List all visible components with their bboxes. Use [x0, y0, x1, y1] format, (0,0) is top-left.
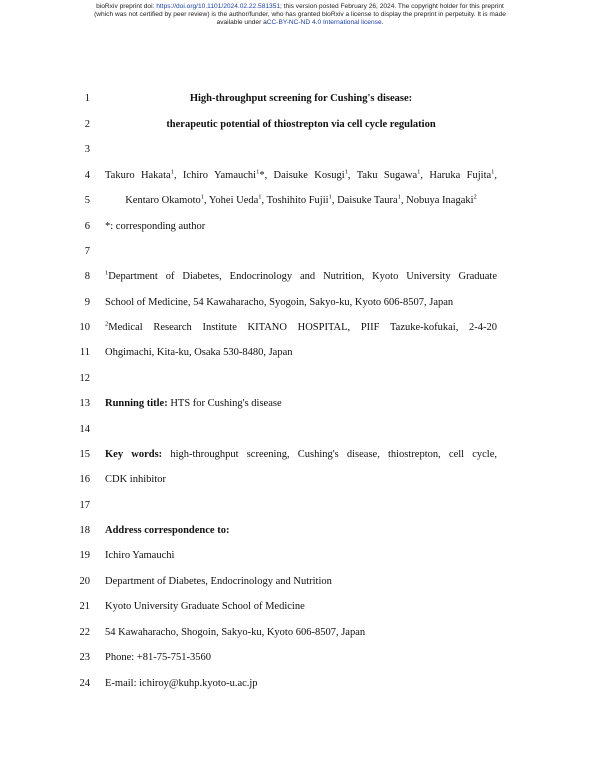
line-number: 3 [84, 144, 90, 155]
line-number: 13 [79, 398, 90, 409]
affiliation-1-line-2: School of Medicine, 54 Kawaharacho, Syogoin, Sakyo-ku, Kyoto 606-8507, Japan [105, 297, 454, 308]
line-number: 19 [79, 550, 90, 561]
line-number: 6 [84, 221, 90, 232]
line-number: 10 [79, 322, 90, 333]
preprint-header [0, 3, 600, 27]
line-number: 2 [84, 119, 90, 130]
author-line-1: Takuro Hakata$^1$, Ichiro Yamauchi$^1$*, Daisuke Kosugi$^1$, Taku Sugawa$^1$, Haruka Fujita$^1$, [105, 168, 498, 181]
line-number: 15 [79, 449, 90, 460]
line-number: 23 [79, 652, 90, 663]
header-line-3: available under aCC-BY-NC-ND 4.0 International license. [216, 19, 384, 26]
line-number: 20 [79, 576, 90, 587]
paper-title-line-1: High-throughput screening for Cushing's disease: [189, 93, 413, 104]
address-heading: Address correspondence to: [105, 525, 230, 536]
paper-title-line-2: therapeutic potential of thiostrepton via cell cycle regulation [166, 119, 436, 130]
address-phone: Phone: +81-75-751-3560 [105, 652, 211, 663]
affiliation-1-line-1: $^1$Department of Diabetes, Endocrinology and Nutrition, Kyoto University Graduate [105, 269, 497, 282]
line-number: 5 [84, 195, 90, 206]
line-number: 14 [79, 424, 90, 435]
header-line-2: (which was not certified by peer review) is the author/funder, who has granted bioRxiv a license to display the preprint in perpetuity. It is made [94, 11, 506, 18]
line-number: 7 [84, 246, 90, 257]
line-number: 16 [79, 474, 90, 485]
line-number: 11 [79, 347, 90, 358]
affiliation-2-line-2: Ohgimachi, Kita-ku, Osaka 530-8480, Japan [105, 347, 293, 358]
address-department: Department of Diabetes, Endocrinology and Nutrition [105, 576, 332, 587]
line-number: 22 [79, 627, 90, 638]
line-number: 4 [84, 170, 90, 181]
address-school: Kyoto University Graduate School of Medicine [105, 601, 305, 612]
author-line-2: Kentaro Okamoto$^1$, Yohei Ueda$^1$, Toshihito Fujii$^1$, Daisuke Taura$^1$, Nobuya Inagaki$^2$ [125, 193, 477, 206]
line-number: 17 [79, 500, 90, 511]
line-number: 18 [79, 525, 90, 536]
address-street: 54 Kawaharacho, Shogoin, Sakyo-ku, Kyoto 606-8507, Japan [105, 627, 366, 638]
running-title: Running title: HTS for Cushing's disease [105, 398, 282, 409]
keywords-line-2: CDK inhibitor [105, 474, 166, 485]
line-number: 9 [84, 297, 90, 308]
line-number: 24 [79, 678, 90, 689]
affiliation-2-line-1: $^2$Medical Research Institute KITANO HOSPITAL, PIIF Tazuke-kofukai, 2-4-20 [105, 320, 497, 333]
address-name: Ichiro Yamauchi [105, 550, 175, 561]
doi-link[interactable]: https://doi.org/10.1101/2024.02.22.581351 [156, 3, 281, 10]
header-line-1: bioRxiv preprint doi: https://doi.org/10.1101/2024.02.22.581351; this version posted February 26, 2024. The copyright holder for this preprint [96, 3, 504, 10]
line-number: 8 [84, 271, 90, 282]
corresponding-note: *: corresponding author [105, 221, 206, 232]
line-number: 21 [79, 601, 90, 612]
address-email[interactable]: E-mail: ichiroy@kuhp.kyoto-u.ac.jp [105, 678, 258, 689]
line-number: 1 [84, 93, 90, 104]
keywords-line-1: Key words: high-throughput screening, Cushing's disease, thiostrepton, cell cycle, [105, 449, 497, 460]
license-link[interactable]: CC-BY-NC-ND 4.0 International license [266, 19, 382, 26]
line-number: 12 [79, 373, 90, 384]
